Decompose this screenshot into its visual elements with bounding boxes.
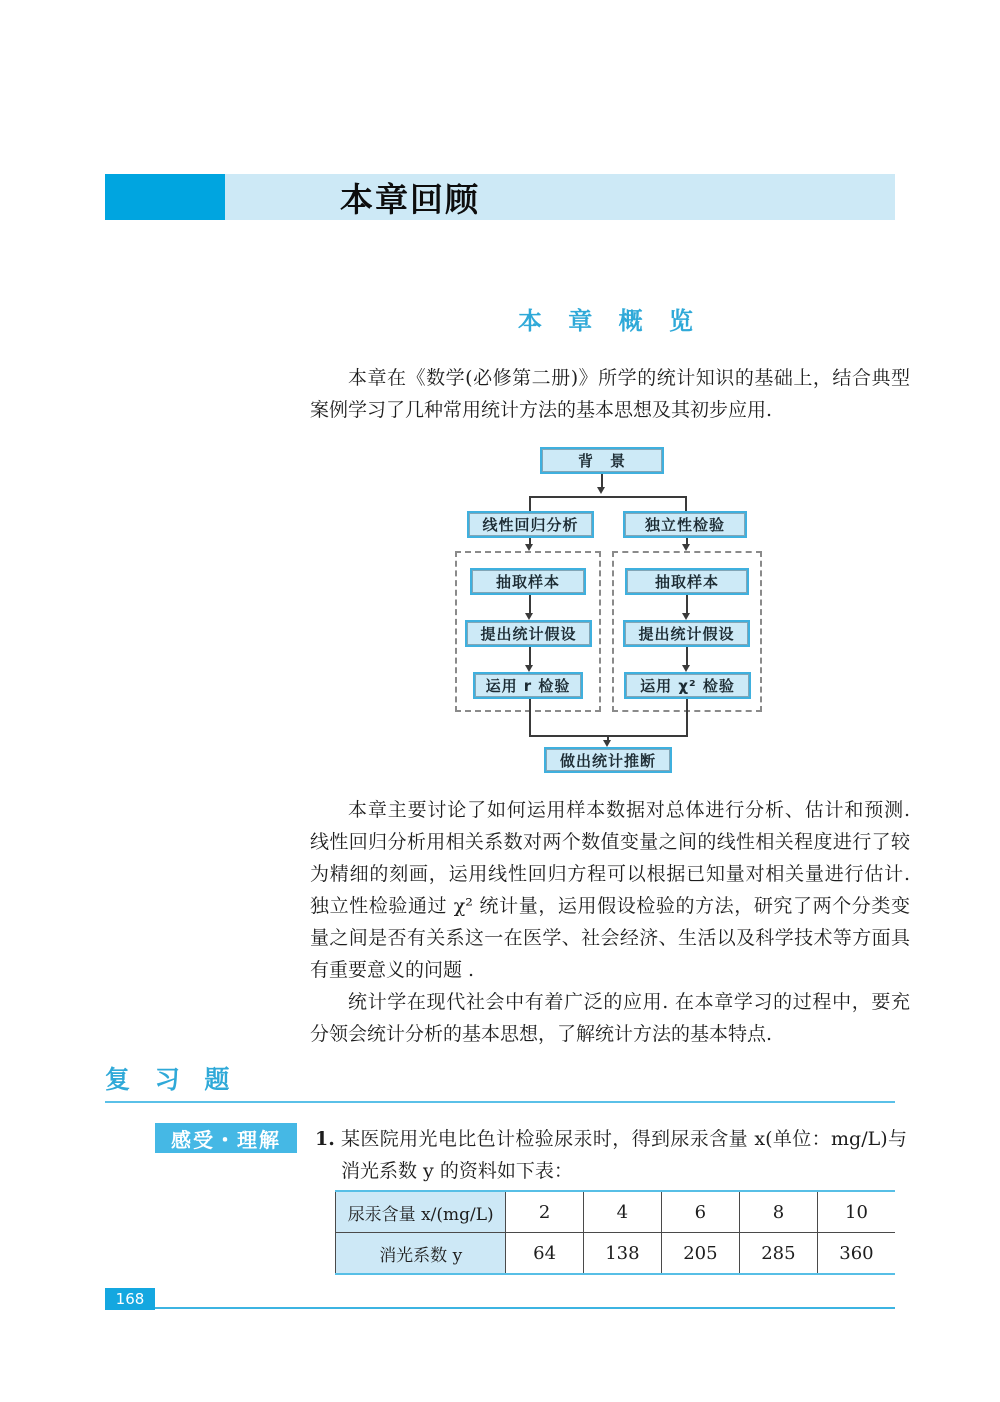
flow-box-background: 背 景 xyxy=(540,447,664,474)
arrow-down-icon xyxy=(525,613,533,620)
arrow-down-icon xyxy=(525,544,533,551)
mercury-data-table xyxy=(335,1190,895,1275)
arrow-down-icon xyxy=(597,487,605,494)
section-divider xyxy=(105,1101,895,1103)
table-cell: 8 xyxy=(739,1191,817,1233)
overview-section-title: 本 章 概 览 xyxy=(517,307,703,335)
table-cell: 64 xyxy=(506,1233,583,1275)
question-text: 某医院用光电比色计检验尿汞时，得到尿汞含量 x(单位：mg/L)与消光系数 y 的资料如下表： xyxy=(341,1128,907,1182)
flow-box-linear-regression: 线性回归分析 xyxy=(467,511,594,538)
flow-line xyxy=(601,474,603,487)
paragraph-text: 统计学在现代社会中有着广泛的应用. 在本章学习的过程中，要充分领会统计分析的基本思想，了解统计方法的基本特点. xyxy=(310,991,910,1045)
flow-line xyxy=(529,699,531,736)
flow-box-conclusion: 做出统计推断 xyxy=(544,747,672,773)
flow-line xyxy=(529,496,531,511)
flow-branch-line xyxy=(529,496,687,498)
flow-line xyxy=(686,699,688,736)
flow-box-sample-left: 抽取样本 xyxy=(470,568,586,595)
row-header-x: 尿汞含量 x/(mg/L) xyxy=(336,1191,506,1233)
arrow-down-icon xyxy=(682,544,690,551)
table-cell: 138 xyxy=(583,1233,661,1275)
table-cell: 205 xyxy=(661,1233,739,1275)
flow-box-independence-test: 独立性检验 xyxy=(623,511,747,538)
flow-box-r-test: 运用 r 检验 xyxy=(473,672,583,699)
overview-paragraphs-2-3 xyxy=(310,794,910,1050)
overview-paragraph-1 xyxy=(310,362,910,426)
flow-box-hypothesis-left: 提出统计假设 xyxy=(465,620,592,647)
table-row xyxy=(336,1233,896,1275)
footer-divider xyxy=(105,1307,895,1309)
table-cell: 360 xyxy=(839,1242,874,1264)
row-header-y: 消光系数 y xyxy=(336,1233,506,1275)
flow-box-sample-right: 抽取样本 xyxy=(625,568,749,595)
question-1 xyxy=(315,1123,907,1187)
statistics-flowchart xyxy=(455,447,765,773)
flow-box-hypothesis-right: 提出统计假设 xyxy=(623,620,750,647)
paragraph-text: 本章主要讨论了如何运用样本数据对总体进行分析、估计和预测. 线性回归分析用相关系数对两个数值变量之间的线性相关程度进行了较为精细的刻画，运用线性回归方程可以根据已知量对相关量进行估计. 独立性检验通过 χ² 统计量，运用假设检验的方法，研究了两个分类变量之间是否有关系这一在医学、社会经济、生活以及科学技术等方面具有重要意义的问题 . xyxy=(310,799,910,981)
flow-box-chi-square-test: 运用 χ² 检验 xyxy=(624,672,751,699)
arrow-down-icon xyxy=(682,613,690,620)
flow-line xyxy=(686,595,688,613)
table-cell: 285 xyxy=(739,1233,817,1275)
review-section-heading: 复 习 题 xyxy=(105,1065,238,1094)
chapter-banner xyxy=(105,174,895,220)
table-cell: 6 xyxy=(661,1191,739,1233)
difficulty-badge: 感受・理解 xyxy=(155,1123,297,1153)
table-cell: 2 xyxy=(506,1191,583,1233)
arrow-down-icon xyxy=(603,740,611,747)
table-cell: 4 xyxy=(583,1191,661,1233)
banner-strip xyxy=(225,174,895,220)
flow-line xyxy=(686,647,688,665)
page-number: 168 xyxy=(105,1288,155,1310)
paragraph-text: 本章在《数学(必修第二册)》所学的统计知识的基础上，结合典型案例学习了几种常用统计方法的基本思想及其初步应用. xyxy=(310,367,910,421)
table-row xyxy=(336,1191,896,1233)
flow-line xyxy=(529,647,531,665)
chapter-title: 本章回顾 xyxy=(340,179,480,219)
arrow-down-icon xyxy=(525,665,533,672)
flow-line xyxy=(685,496,687,511)
arrow-down-icon xyxy=(682,665,690,672)
banner-accent-block xyxy=(105,174,225,220)
flow-line xyxy=(529,595,531,613)
question-number: 1. xyxy=(315,1128,335,1150)
table-cell: 10 xyxy=(817,1191,895,1233)
